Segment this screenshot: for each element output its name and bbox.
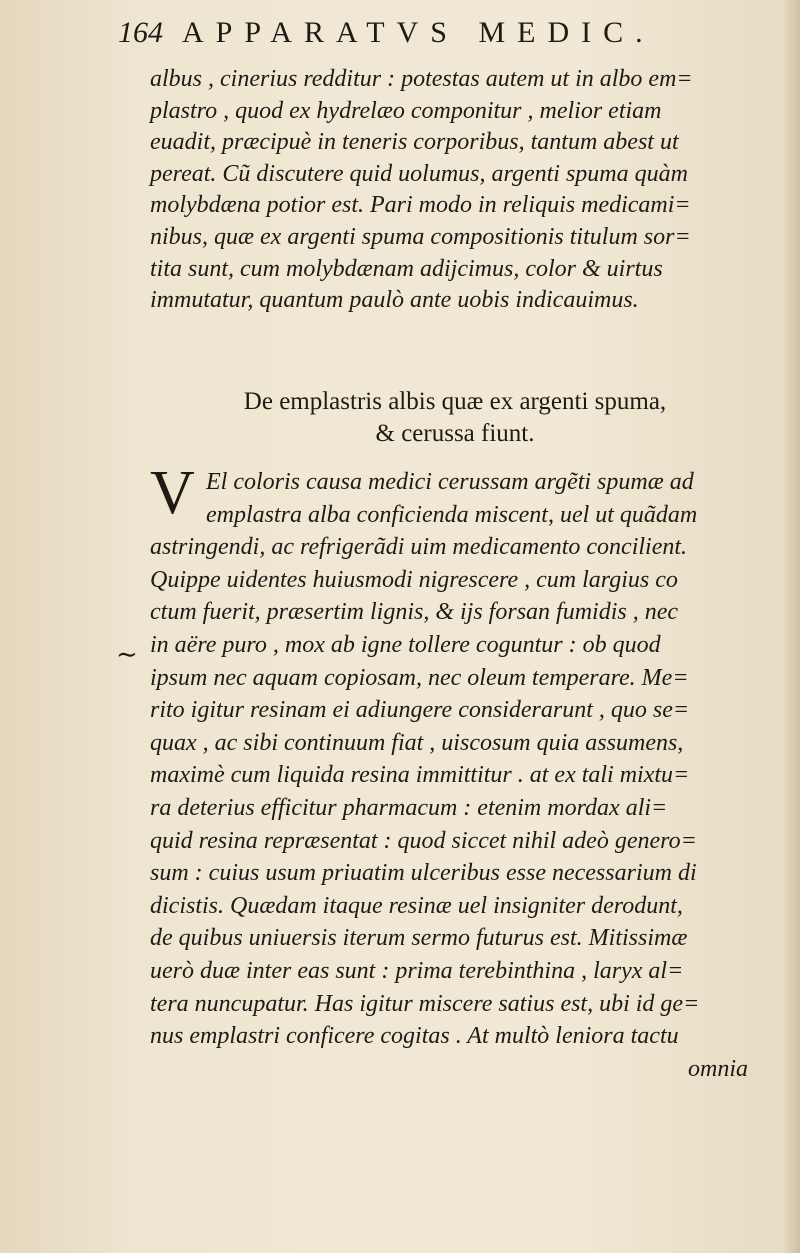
- text-line: sum : cuius usum priuatim ulceribus esse necessarium di: [150, 860, 697, 887]
- page-edge-shadow: [782, 0, 800, 1253]
- text-line: emplastra alba conficienda miscent, uel ut quãdam: [206, 501, 698, 528]
- text-line: plastro , quod ex hydrelæo componitur , melior etiam: [150, 97, 662, 124]
- text-line: quid resina repræsentat : quod siccet nihil adeò genero=: [150, 827, 697, 854]
- drop-cap: V: [150, 459, 195, 527]
- text-line: ctum fuerit, præsertim lignis, & ijs forsan fumidis , nec: [150, 599, 679, 626]
- text-line: maximè cum liquida resina immittitur . at ex tali mixtu=: [150, 762, 690, 789]
- running-title: APPARATVS MEDIC.: [182, 16, 655, 49]
- text-line: albus , cinerius redditur : potestas autem ut in albo em=: [150, 66, 693, 92]
- heading-line: De emplastris albis quæ ex argenti spuma,: [243, 388, 667, 415]
- text-line: tita sunt, cum molybdænam adijcimus, color & uirtus: [150, 255, 663, 282]
- heading-line: & cerussa fiunt.: [375, 420, 535, 447]
- catchword: omnia: [688, 1055, 748, 1082]
- text-line: in aëre puro , mox ab igne tollere coguntur : ob quod: [150, 631, 661, 658]
- text-line: pereat. Cũ discutere quid uolumus, argenti spuma quàm: [150, 160, 688, 187]
- text-line: tera nuncupatur. Has igitur miscere satius est, ubi id ge=: [150, 990, 700, 1017]
- text-line: euadit, præcipuè in teneris corporibus, tantum abest ut: [150, 129, 679, 156]
- text-line: nibus, quæ ex argenti spuma compositionis titulum sor=: [150, 223, 691, 250]
- marginal-pointer-icon: ∼: [116, 640, 138, 669]
- section-heading: [150, 386, 760, 450]
- text-line: immutatur, quantum paulò ante uobis indicauimus.: [150, 287, 639, 314]
- text-line: quax , ac sibi continuum fiat , uiscosum quia assumens,: [150, 729, 684, 756]
- text-line: ipsum nec aquam copiosam, nec oleum temperare. Me=: [150, 664, 689, 691]
- paragraph-1: [150, 64, 760, 317]
- text-line: dicistis. Quædam itaque resinæ uel insigniter derodunt,: [150, 892, 683, 919]
- text-line: Quippe uidentes huiusmodi nigrescere , cum largius co: [150, 566, 678, 593]
- text-line: de quibus uniuersis iterum sermo futurus est. Mitissimæ: [150, 925, 688, 952]
- page-number: 164: [118, 16, 163, 49]
- text-line: El coloris causa medici cerussam argẽti spumæ ad: [206, 469, 694, 495]
- paragraph-2: [150, 466, 760, 1085]
- text-line: rito igitur resinam ei adiungere considerarunt , quo se=: [150, 697, 690, 724]
- text-line: astringendi, ac refrigerãdi uim medicamento concilient.: [150, 534, 688, 561]
- running-head: [118, 16, 678, 58]
- text-line: uerò duæ inter eas sunt : prima terebinthina , laryx al=: [150, 957, 684, 984]
- text-line: molybdæna potior est. Pari modo in reliquis medicami=: [150, 192, 691, 219]
- text-line: nus emplastri conficere cogitas . At multò leniora tactu: [150, 1023, 679, 1050]
- text-line: ra deterius efficitur pharmacum : etenim mordax ali=: [150, 794, 668, 821]
